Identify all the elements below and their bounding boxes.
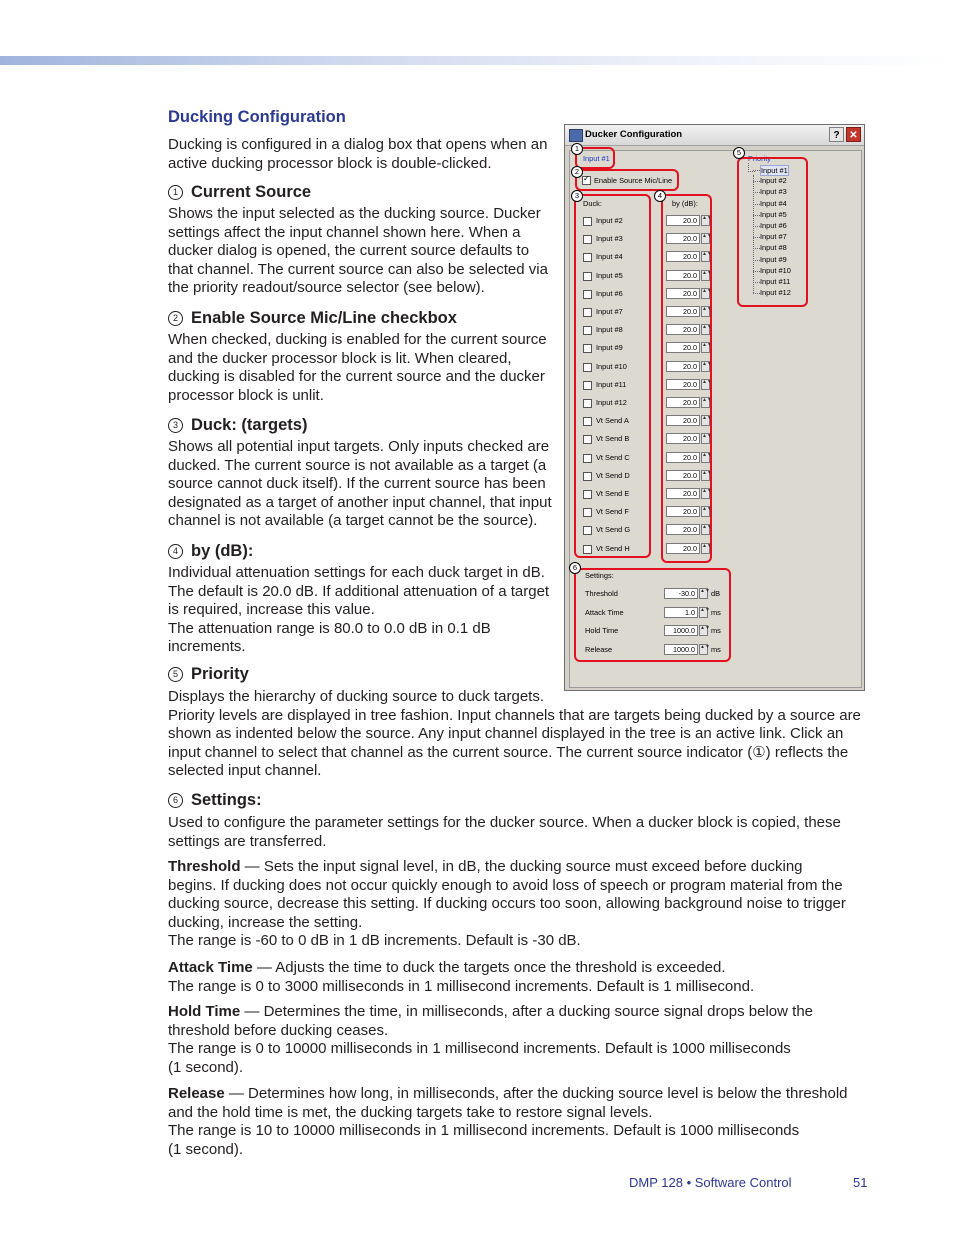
enable-source-label: Enable Source Mic/Line xyxy=(594,176,673,185)
setting-label: Threshold xyxy=(585,589,618,598)
section-settings-heading xyxy=(168,791,262,810)
spin-arrows-icon[interactable]: ▲▼ xyxy=(699,607,708,618)
param-body: — Determines the time, in milliseconds, after a ducking source signal drops below the threshold before ducking ceases. The range is 0 to 10000 milliseconds in 1 millisecond increments. Default is 1000 milliseconds (1 second). xyxy=(168,1003,814,1076)
attenuation-value[interactable]: 20.0 xyxy=(666,433,700,444)
spin-arrows-icon[interactable]: ▲▼ xyxy=(701,433,710,444)
ducker-configuration-dialog xyxy=(564,124,865,691)
dialog-title: Ducker Configuration xyxy=(585,129,683,140)
attenuation-value[interactable]: 20.0 xyxy=(666,361,700,372)
callout-box-by-db xyxy=(661,194,712,563)
callout-box-enable xyxy=(575,169,679,191)
param-hold-time xyxy=(168,1003,813,1077)
attenuation-value[interactable]: 20.0 xyxy=(666,379,700,390)
attenuation-value[interactable]: 20.0 xyxy=(666,215,700,226)
setting-unit: ms xyxy=(711,644,721,654)
priority-item[interactable]: Input #5 xyxy=(760,209,787,219)
attenuation-value[interactable]: 20.0 xyxy=(666,470,700,481)
attenuation-value[interactable]: 20.0 xyxy=(666,342,700,353)
setting-label: Release xyxy=(585,644,613,654)
section-current-source-heading xyxy=(168,183,311,202)
priority-item[interactable]: Input #9 xyxy=(760,254,787,264)
section-duck-body: Shows all potential input targets. Only inputs checked are ducked. The current source is not available as a target (a source cannot duck itself). If the current source has been designated as a target of another input channel, that input channel is not available (a target cannot be the source). xyxy=(168,438,552,530)
section-duck-heading xyxy=(168,416,307,435)
duck-target-label: Vt Send H xyxy=(596,543,630,553)
callout-4: 4 xyxy=(654,190,666,202)
spin-arrows-icon[interactable]: ▲▼ xyxy=(701,288,710,299)
attenuation-value[interactable]: 20.0 xyxy=(666,488,700,499)
duck-target-label: Vt Send A xyxy=(596,416,629,426)
param-attack-time xyxy=(168,959,754,996)
param-name: Hold Time xyxy=(168,1003,241,1020)
callout-5: 5 xyxy=(733,147,745,159)
section-enable-heading xyxy=(168,309,457,328)
priority-label: Priority xyxy=(748,154,771,163)
spin-arrows-icon[interactable]: ▲▼ xyxy=(699,625,708,636)
section-number: 5 xyxy=(168,667,183,682)
section-number: 1 xyxy=(168,185,183,200)
spin-arrows-icon[interactable]: ▲▼ xyxy=(701,233,710,244)
section-number: 3 xyxy=(168,418,183,433)
section-enable-body: When checked, ducking is enabled for the current source and the ducker processor block is lit. When cleared, ducking is disabled for the current source and the ducker processor block is unlit. xyxy=(168,331,547,404)
attenuation-value[interactable]: 20.0 xyxy=(666,288,700,299)
setting-label: Hold Time xyxy=(585,626,619,635)
duck-target-label: Input #8 xyxy=(596,325,623,335)
section-title: Current Source xyxy=(191,183,312,201)
spin-arrows-icon[interactable]: ▲▼ xyxy=(701,306,710,317)
setting-unit: ms xyxy=(711,626,721,635)
duck-target-label: Vt Send B xyxy=(596,434,630,444)
duck-target-label: Input #9 xyxy=(596,343,623,353)
spin-arrows-icon[interactable]: ▲▼ xyxy=(701,543,710,554)
duck-target-label: Vt Send C xyxy=(596,452,630,462)
spin-arrows-icon[interactable]: ▲▼ xyxy=(699,644,708,655)
help-button[interactable]: ? xyxy=(829,127,844,142)
param-name: Attack Time xyxy=(168,959,253,976)
spin-arrows-icon[interactable]: ▲▼ xyxy=(701,270,710,281)
attenuation-value[interactable]: 20.0 xyxy=(666,452,700,463)
section-title: by (dB): xyxy=(191,542,254,560)
priority-item[interactable]: Input #4 xyxy=(760,198,787,208)
param-body: — Adjusts the time to duck the targets once the threshold is exceeded. The range is 0 to 3000 milliseconds in 1 millisecond increments. Default is 1 millisecond. xyxy=(168,959,755,995)
section-number: 2 xyxy=(168,311,183,326)
attenuation-value[interactable]: 20.0 xyxy=(666,543,700,554)
priority-item[interactable]: Input #2 xyxy=(760,176,787,186)
spin-arrows-icon[interactable]: ▲▼ xyxy=(701,452,710,463)
section-settings-body: Used to configure the parameter settings for the ducker source. When a ducker block is copied, these settings are transferred. xyxy=(168,814,841,850)
page-title: Ducking Configuration xyxy=(168,108,346,126)
close-button[interactable]: ✕ xyxy=(846,127,861,142)
setting-value[interactable]: 1000.0 xyxy=(664,644,698,655)
duck-target-label: Input #11 xyxy=(596,379,627,389)
callout-1: 1 xyxy=(571,143,583,155)
spin-arrows-icon[interactable]: ▲▼ xyxy=(701,361,710,372)
duck-target-label: Vt Send F xyxy=(596,507,629,517)
setting-value[interactable]: 1000.0 xyxy=(664,625,698,636)
header-gradient-bar xyxy=(0,56,954,65)
section-by-db-body: Individual attenuation settings for each duck target in dB. The default is 20.0 dB. If additional attenuation of a target is required, increase this value. The attenuation range is 80.0 to 0.0 dB in 0.1 dB increments. xyxy=(168,564,550,656)
app-icon xyxy=(569,129,583,142)
spin-arrows-icon[interactable]: ▲▼ xyxy=(701,488,710,499)
section-title: Duck: (targets) xyxy=(191,416,308,434)
attenuation-value[interactable]: 20.0 xyxy=(666,324,700,335)
intro-text: Ducking is configured in a dialog box that opens when an active ducking processor block is double-clicked. xyxy=(168,136,548,172)
setting-label: Attack Time xyxy=(585,607,624,617)
spin-arrows-icon[interactable]: ▲▼ xyxy=(701,506,710,517)
footer-page-number: 51 xyxy=(853,1175,868,1190)
spin-arrows-icon[interactable]: ▲▼ xyxy=(701,342,710,353)
setting-value[interactable]: -30.0 xyxy=(664,588,698,599)
section-priority-body: Displays the hierarchy of ducking source to duck targets. Priority levels are displayed in tree fashion. Input channels that are targets being ducked by a source are shown as indented below the source. Any input channel displayed in the tree is an active link. Click an input channel to select that channel as the current source. The current source indicator (①) reflects the selected input channel. xyxy=(168,688,861,780)
priority-item[interactable]: Input #3 xyxy=(760,187,787,197)
section-number: 6 xyxy=(168,793,183,808)
spin-arrows-icon[interactable]: ▲▼ xyxy=(701,397,710,408)
setting-value[interactable]: 1.0 xyxy=(664,607,698,618)
spin-arrows-icon[interactable]: ▲▼ xyxy=(701,215,710,226)
section-number: 4 xyxy=(168,544,183,559)
priority-item[interactable]: Input #11 xyxy=(760,277,791,286)
attenuation-value[interactable]: 20.0 xyxy=(666,524,700,535)
priority-item[interactable]: Input #7 xyxy=(760,232,787,242)
param-threshold xyxy=(168,858,846,951)
callout-3: 3 xyxy=(571,190,583,202)
setting-unit: dB xyxy=(711,589,721,598)
priority-item[interactable]: Input #8 xyxy=(760,243,787,253)
param-body: — Determines how long, in milliseconds, after the ducking source level is below the threshold and the hold time is met, the ducking targets take to restore signal levels. The range is 10 to 10000 milliseconds in 1 millisecond increments. Default is 1000 milliseconds (1 second). xyxy=(168,1085,848,1158)
callout-6: 6 xyxy=(569,562,581,574)
spin-arrows-icon[interactable]: ▲▼ xyxy=(701,470,710,481)
param-release xyxy=(168,1085,848,1159)
section-title: Priority xyxy=(191,665,249,683)
settings-label: Settings: xyxy=(585,571,614,580)
duck-target-label: Vt Send E xyxy=(596,489,630,498)
attenuation-value[interactable]: 20.0 xyxy=(666,506,700,517)
attenuation-value[interactable]: 20.0 xyxy=(666,306,700,317)
callout-box-duck-targets xyxy=(574,194,651,558)
spin-arrows-icon[interactable]: ▲▼ xyxy=(701,251,710,262)
setting-unit: ms xyxy=(711,607,721,617)
duck-target-label: Vt Send D xyxy=(596,470,630,480)
attenuation-value[interactable]: 20.0 xyxy=(666,251,700,262)
duck-target-label: Input #7 xyxy=(596,307,623,316)
footer-doc-title: DMP 128 • Software Control xyxy=(629,1175,792,1190)
duck-target-label: Input #12 xyxy=(596,398,627,407)
spin-arrows-icon[interactable]: ▲▼ xyxy=(701,415,710,426)
section-priority-heading xyxy=(168,665,249,684)
spin-arrows-icon[interactable]: ▲▼ xyxy=(701,524,710,535)
priority-item[interactable]: Input #6 xyxy=(760,221,787,230)
spin-arrows-icon[interactable]: ▲▼ xyxy=(701,379,710,390)
param-name: Threshold xyxy=(168,858,241,875)
attenuation-value[interactable]: 20.0 xyxy=(666,270,700,281)
attenuation-value[interactable]: 20.0 xyxy=(666,233,700,244)
section-title: Settings: xyxy=(191,791,262,809)
callout-2: 2 xyxy=(571,166,583,178)
duck-target-label: Input #2 xyxy=(596,216,623,225)
duck-target-label: Input #5 xyxy=(596,270,623,280)
priority-item[interactable]: Input #1 xyxy=(761,166,788,175)
current-source-indicator: Input #1 xyxy=(583,154,610,163)
section-current-source-body: Shows the input selected as the ducking source. Ducker settings affect the input channel shown here. When a ducker dialog is opened, the current source defaults to that channel. The current source can also be selected via the priority readout/source selector (see below). xyxy=(168,205,548,297)
duck-target-label: Input #3 xyxy=(596,234,623,244)
param-name: Release xyxy=(168,1085,225,1102)
duck-target-label: Vt Send G xyxy=(596,525,631,535)
priority-item[interactable]: Input #10 xyxy=(760,265,791,275)
attenuation-value[interactable]: 20.0 xyxy=(666,397,700,408)
duck-target-label: Input #10 xyxy=(596,361,627,371)
spin-arrows-icon[interactable]: ▲▼ xyxy=(701,324,710,335)
spin-arrows-icon[interactable]: ▲▼ xyxy=(699,588,708,599)
by-db-label: by (dB): xyxy=(672,199,698,208)
callout-box-priority xyxy=(737,157,808,307)
attenuation-value[interactable]: 20.0 xyxy=(666,415,700,426)
dialog-title-bar[interactable] xyxy=(565,125,864,146)
callout-box-settings xyxy=(574,568,731,662)
duck-label: Duck: xyxy=(583,199,602,208)
priority-item[interactable]: Input #12 xyxy=(760,288,791,298)
section-by-db-heading xyxy=(168,542,253,561)
section-title: Enable Source Mic/Line checkbox xyxy=(191,309,457,327)
duck-target-label: Input #4 xyxy=(596,252,623,262)
param-body: — Sets the input signal level, in dB, the ducking source must exceed before ducking begins. If ducking does not occur quickly enough to avoid loss of speech or program material from the ducking source, decrease this setting. If ducking occurs too soon, allowing background noise to trigger ducking, increase the setting. The range is -60 to 0 dB in 1 dB increments. Default is -30 dB. xyxy=(168,858,846,950)
duck-target-label: Input #6 xyxy=(596,288,623,298)
